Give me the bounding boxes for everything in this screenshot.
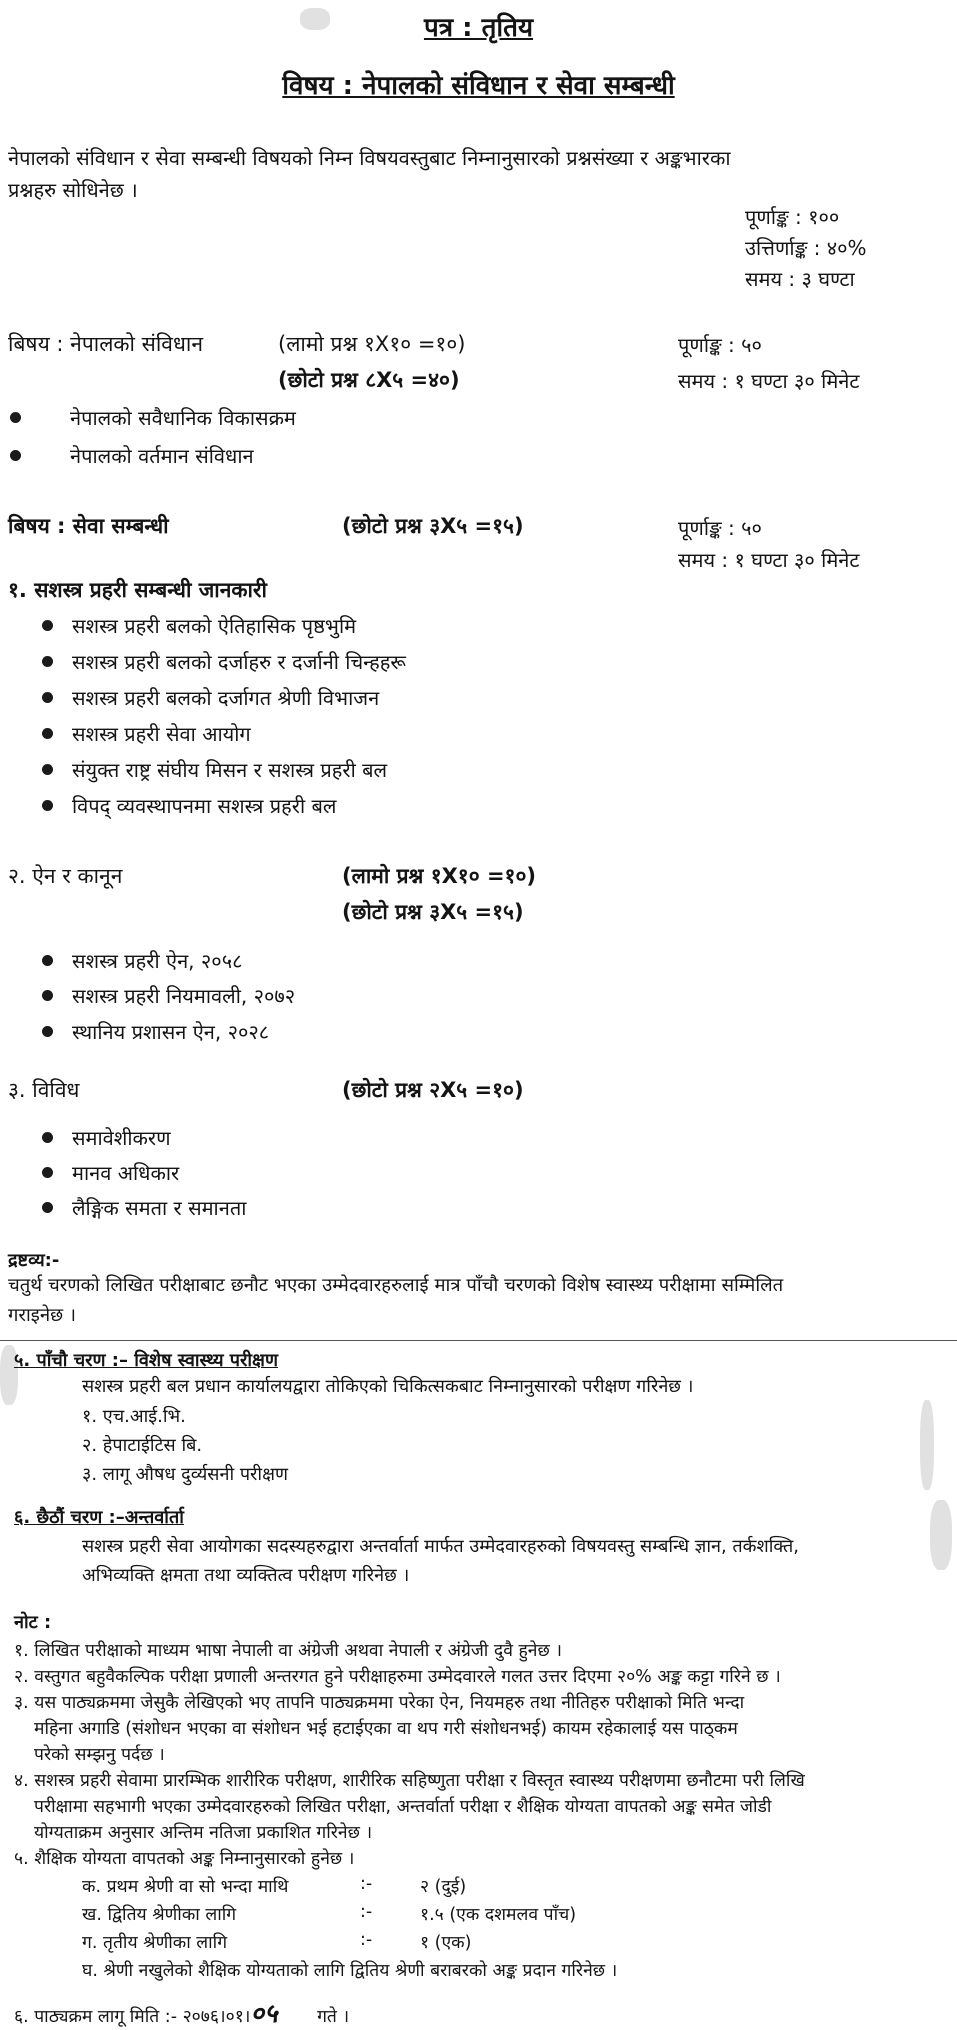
bullet-icon xyxy=(42,1202,53,1213)
scan-smudge xyxy=(930,1500,952,1570)
section-full-marks: पूर्णाङ्क : ५० xyxy=(678,333,762,357)
intro-line: प्रश्नहरु सोधिनेछ । xyxy=(8,178,138,202)
section-title: बिषय : सेवा सम्बन्धी xyxy=(8,514,169,538)
list-item: नेपालको सवैधानिक विकासक्रम xyxy=(70,406,296,430)
stage-description: सशस्त्र प्रहरी बल प्रधान कार्यालयद्वारा तोकिएको चिकित्सकबाट निम्नानुसारको परीक्षण गरिनेछ । xyxy=(82,1376,694,1397)
note-item: योग्यताक्रम अनुसार अन्तिम नतिजा प्रकाशित गरिनेछ । xyxy=(34,1823,373,1843)
note-item: १. लिखित परीक्षाको माध्यम भाषा नेपाली वा अंग्रेजी अथवा नेपाली र अंग्रेजी दुवै हुनेछ । xyxy=(14,1641,562,1661)
grade-value: १ (एक) xyxy=(420,1933,472,1953)
remark-title: द्रष्टव्य:- xyxy=(8,1250,60,1271)
bullet-icon xyxy=(42,800,53,811)
grade-separator: :- xyxy=(360,1874,373,1894)
list-item: संयुक्त राष्ट्र संघीय मिसन र सशस्त्र प्रहरी बल xyxy=(72,758,388,782)
list-item: स्थानिय प्रशासन ऐन, २०२८ xyxy=(72,1020,270,1044)
section-time: समय : १ घण्टा ३० मिनेट xyxy=(678,369,860,393)
bullet-icon xyxy=(10,412,21,423)
test-item: ३. लागू औषध दुर्व्यसनी परीक्षण xyxy=(82,1464,288,1485)
test-item: १. एच.आई.भि. xyxy=(82,1406,186,1427)
section-full-marks: पूर्णाङ्क : ५० xyxy=(678,516,762,540)
pass-marks: उत्तिर्णाङ्क : ४०% xyxy=(745,236,867,260)
stage-title: ५. पाँचौ चरण :– विशेष स्वास्थ्य परीक्षण xyxy=(14,1350,278,1371)
long-question-marks: (लामो प्रश्न १X१० =१०) xyxy=(278,332,466,356)
list-item: सशस्त्र प्रहरी बलको दर्जागत श्रेणी विभाजन xyxy=(72,686,380,710)
notes-title: नोट : xyxy=(14,1612,52,1633)
short-question-marks: (छोटो प्रश्न ३X५ =१५) xyxy=(342,900,524,924)
grade-label: क. प्रथम श्रेणी वा सो भन्दा माथि xyxy=(82,1877,289,1897)
bullet-icon xyxy=(42,990,53,1001)
note-item: ४. सशस्त्र प्रहरी सेवामा प्रारम्भिक शारीरिक परीक्षण, शारीरिक सहिष्णुता परीक्षा र विस्तृत स्वास्थ्य परीक्षणमा छनौटमा परी लिखि xyxy=(14,1771,805,1791)
topic-title: १. सशस्त्र प्रहरी सम्बन्धी जानकारी xyxy=(8,578,267,602)
short-question-marks: (छोटो प्रश्न ८X५ =४०) xyxy=(278,368,460,392)
remark-line: चतुर्थ चरणको लिखित परीक्षाबाट छनौट भएका उम्मेदवारहरुलाई मात्र पाँचौ चरणको विशेष स्वास्थ्य परीक्षामा सम्मिलित xyxy=(8,1275,784,1296)
remark-line: गराइनेछ । xyxy=(8,1305,76,1326)
note-item: २. वस्तुगत बहुवैकल्पिक परीक्षा प्रणाली अन्तरगत हुने परीक्षाहरुमा उम्मेदवारले गलत उत्तर दिएमा २०% अङ्क कट्टा गरिने छ । xyxy=(14,1667,781,1687)
stage-title: ६. छैठौं चरण :–अन्तर्वार्ता xyxy=(14,1507,184,1528)
note-item: परेको सम्झनु पर्दछ । xyxy=(34,1745,165,1765)
note-item: महिना अगाडि (संशोधन भएका वा संशोधन भई हटाईएका वा थप गरी संशोधनभई) कायम रहेकालाई यस पाठ्कम xyxy=(34,1719,738,1739)
note-item: ५. शैक्षिक योग्यता वापतको अङ्क निम्नानुसारको हुनेछ । xyxy=(14,1849,355,1869)
effective-date-label: ६. पाठ्यक्रम लागू मिति :- २०७६।०१। xyxy=(14,2007,251,2027)
bullet-icon xyxy=(42,1026,53,1037)
bullet-icon xyxy=(10,450,21,461)
list-item: सशस्त्र प्रहरी सेवा आयोग xyxy=(72,722,251,746)
section-time: समय : १ घण्टा ३० मिनेट xyxy=(678,548,860,572)
handwritten-day: ०५ xyxy=(250,1999,278,2029)
section-title: बिषय : नेपालको संविधान xyxy=(8,332,203,356)
bullet-icon xyxy=(42,764,53,775)
note-item: ३. यस पाठ्यक्रममा जेसुकै लेखिएको भए तापनि पाठ्यक्रममा परेका ऐन, नियमहरु तथा नीतिहरु परीक्षाको मिति भन्दा xyxy=(14,1693,745,1713)
bullet-icon xyxy=(42,620,53,631)
list-item: समावेशीकरण xyxy=(72,1126,171,1150)
bullet-icon xyxy=(42,1132,53,1143)
stage-description: अभिव्यक्ति क्षमता तथा व्यक्तित्व परीक्षण गरिनेछ । xyxy=(82,1565,410,1586)
list-item: सशस्त्र प्रहरी नियमावली, २०७२ xyxy=(72,984,296,1008)
stage-description: सशस्त्र प्रहरी सेवा आयोगका सदस्यहरुद्वारा अन्तर्वार्ता मार्फत उम्मेदवारहरुको विषयवस्तु सम्बन्धि ज्ञान, तर्कशक्ति, xyxy=(82,1536,800,1557)
list-item: मानव अधिकार xyxy=(72,1161,180,1185)
exam-time: समय : ३ घण्टा xyxy=(745,267,855,291)
list-item: सशस्त्र प्रहरी ऐन, २०५८ xyxy=(72,949,243,973)
list-item: सशस्त्र प्रहरी बलको ऐतिहासिक पृष्ठभुमि xyxy=(72,614,357,638)
list-item: विपद् व्यवस्थापनमा सशस्त्र प्रहरी बल xyxy=(72,794,337,818)
list-item: नेपालको वर्तमान संविधान xyxy=(70,444,254,468)
grade-label: ग. तृतीय श्रेणीका लागि xyxy=(82,1933,228,1953)
list-item: लैङ्गिक समता र समानता xyxy=(72,1196,247,1220)
effective-date xyxy=(14,1994,349,2030)
bullet-icon xyxy=(42,728,53,739)
short-question-marks: (छोटो प्रश्न ३X५ =१५) xyxy=(342,514,524,538)
bullet-icon xyxy=(42,692,53,703)
note-item: घ. श्रेणी नखुलेको शैक्षिक योग्यताको लागि द्वितिय श्रेणी बराबरको अङ्क प्रदान गरिनेछ । xyxy=(82,1961,618,1981)
grade-separator: :- xyxy=(360,1902,373,1922)
grade-value: २ (दुई) xyxy=(420,1877,467,1897)
bullet-icon xyxy=(42,656,53,667)
scan-seam xyxy=(0,1340,957,1341)
short-question-marks: (छोटो प्रश्न २X५ =१०) xyxy=(342,1078,524,1102)
grade-label: ख. द्वितिय श्रेणीका लागि xyxy=(82,1905,237,1925)
grade-value: १.५ (एक दशमलव पाँच) xyxy=(420,1905,577,1925)
grade-separator: :- xyxy=(360,1930,373,1950)
bullet-icon xyxy=(42,955,53,966)
subject-title: विषय : नेपालको संविधान र सेवा सम्बन्धी xyxy=(282,71,675,101)
bullet-icon xyxy=(42,1167,53,1178)
test-item: २. हेपाटाईटिस बि. xyxy=(82,1435,203,1456)
note-item: परीक्षामा सहभागी भएका उम्मेदवारहरुको लिखित परीक्षा, अन्तर्वार्ता परीक्षा र शैक्षिक योग्यता वापतको अङ्क समेत जोडी xyxy=(34,1797,772,1817)
intro-line: नेपालको संविधान र सेवा सम्बन्धी विषयको निम्न विषयवस्तुबाट निम्नानुसारको प्रश्नसंख्या र अङ्कभारका xyxy=(8,146,731,170)
topic-title: २. ऐन र कानून xyxy=(8,864,123,888)
paper-title: पत्र : तृतिय xyxy=(423,13,534,43)
long-question-marks: (लामो प्रश्न १X१० =१०) xyxy=(342,864,536,888)
effective-date-suffix: गते । xyxy=(317,2007,350,2027)
topic-title: ३. विविध xyxy=(8,1078,80,1102)
list-item: सशस्त्र प्रहरी बलको दर्जाहरु र दर्जानी चिन्हहरू xyxy=(72,650,406,674)
scan-smudge xyxy=(920,1400,934,1490)
full-marks: पूर्णाङ्क : १०० xyxy=(745,205,840,229)
